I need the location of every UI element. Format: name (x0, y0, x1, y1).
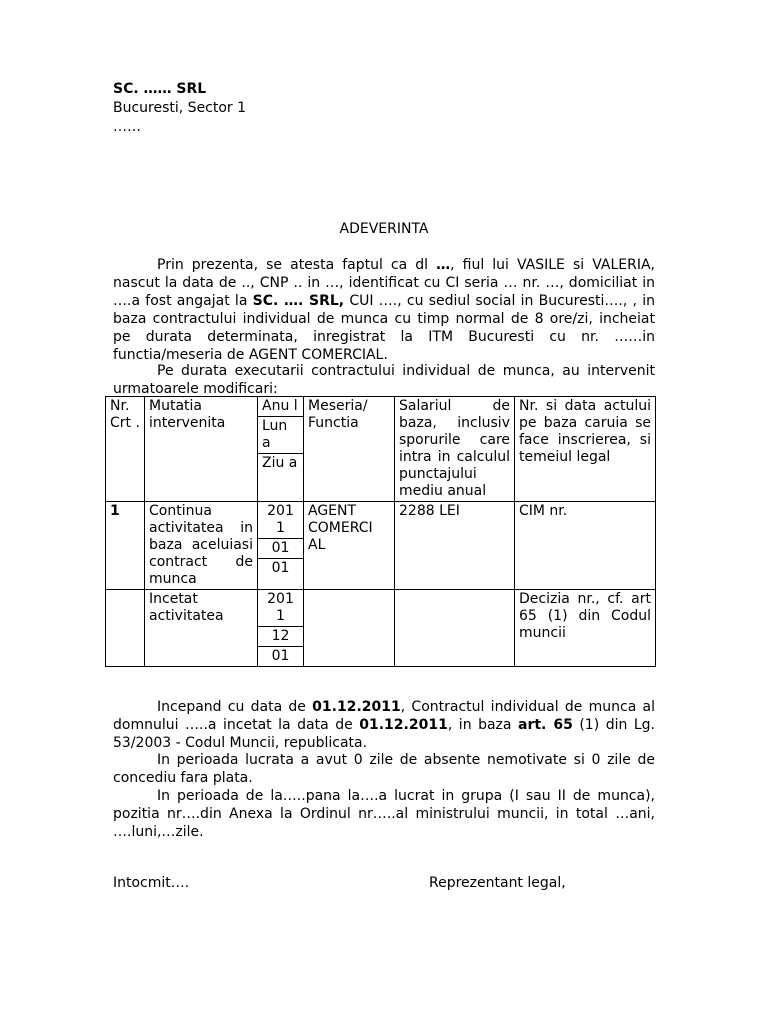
table-row (106, 590, 656, 667)
table-row (106, 502, 656, 590)
header-ziua: Ziu a (262, 455, 298, 471)
modifications-table (105, 396, 656, 667)
prepared-by: Intocmit…. (113, 875, 190, 891)
header-meseria: Meseria/ Functia (304, 397, 395, 502)
legal-representative: Reprezentant legal, (429, 875, 566, 891)
row2-salariu (395, 590, 515, 667)
row1-nr: 1 (106, 502, 145, 590)
row1-anul: 201 1 (258, 502, 303, 539)
company-city: Bucuresti, Sector 1 (113, 100, 247, 116)
paragraph-absences: In perioada lucrata a avut 0 zile de absente nemotivate si 0 zile de concediu fara plata. (113, 752, 655, 786)
row1-date-cell (258, 502, 304, 590)
header-salariu: Salariul de baza, inclusiv sporurile care intra in calculul punctajului mediu anual (395, 397, 515, 502)
header-act: Nr. si data actului pe baza caruia se face inscrierea, si temeiul legal (515, 397, 656, 502)
paragraph-modifications: Pe durata executarii contractului individual de munca, au intervenit urmatoarele modificari: (113, 363, 655, 397)
header-anul: Anu l (258, 397, 303, 417)
header-mutatia: Mutatia intervenita (145, 397, 258, 502)
paragraph-termination: Incepand cu data de 01.12.2011, Contractul individual de munca al domnului …..a incetat la data de 01.12.2011, in baza art. 65 (1) din Lg. 53/2003 - Codul Muncii, republicata. (113, 699, 656, 751)
row1-ziua: 01 (271, 560, 290, 576)
row1-act: CIM nr. (515, 502, 656, 590)
company-header (113, 80, 246, 137)
company-name: SC. …… SRL (113, 81, 207, 97)
row2-act: Decizia nr., cf. art 65 (1) din Codul muncii (515, 590, 656, 667)
document-title: ADEVERINTA (339, 221, 429, 237)
row1-luna: 01 (258, 539, 303, 559)
header-nr-crt: Nr. Crt . (106, 397, 145, 502)
header-date-cell (258, 397, 304, 502)
row2-nr (106, 590, 145, 667)
company-dots: …… (113, 119, 141, 135)
paragraph-work-group: In perioada de la…..pana la….a lucrat in grupa (I sau II de munca), pozitia nr….din Anexa la Ordinul nr…..al ministrului muncii, in total …ani, ….luni,…zile. (113, 788, 655, 840)
row1-meseria: AGENT COMERCI AL (304, 502, 395, 590)
row2-date-cell (258, 590, 304, 667)
row2-mutatia: Incetat activitatea (145, 590, 258, 667)
row1-salariu: 2288 LEI (395, 502, 515, 590)
table-header-row (106, 397, 656, 502)
row2-anul: 201 1 (258, 590, 303, 627)
row2-meseria (304, 590, 395, 667)
row1-mutatia: Continua activitatea in baza aceluiasi contract de munca (145, 502, 258, 590)
header-luna: Lun a (258, 417, 303, 454)
paragraph-employment: Prin prezenta, se atesta faptul ca dl …, fiul lui VASILE si VALERIA, nascut la data de .., CNP .. in …, identificat cu CI seria … nr. …, domiciliat in ….a fost angajat la SC. …. SRL, CUI …., cu sediul social in Bucuresti…., , in baza contractului individual de munca cu timp normal de 8 ore/zi, incheiat pe durata determinata, inregistrat la ITM Bucuresti cu nr. ……in functia/meseria de AGENT COMERCIAL. (113, 257, 655, 363)
row2-ziua: 01 (271, 648, 290, 664)
row2-luna: 12 (258, 627, 303, 647)
